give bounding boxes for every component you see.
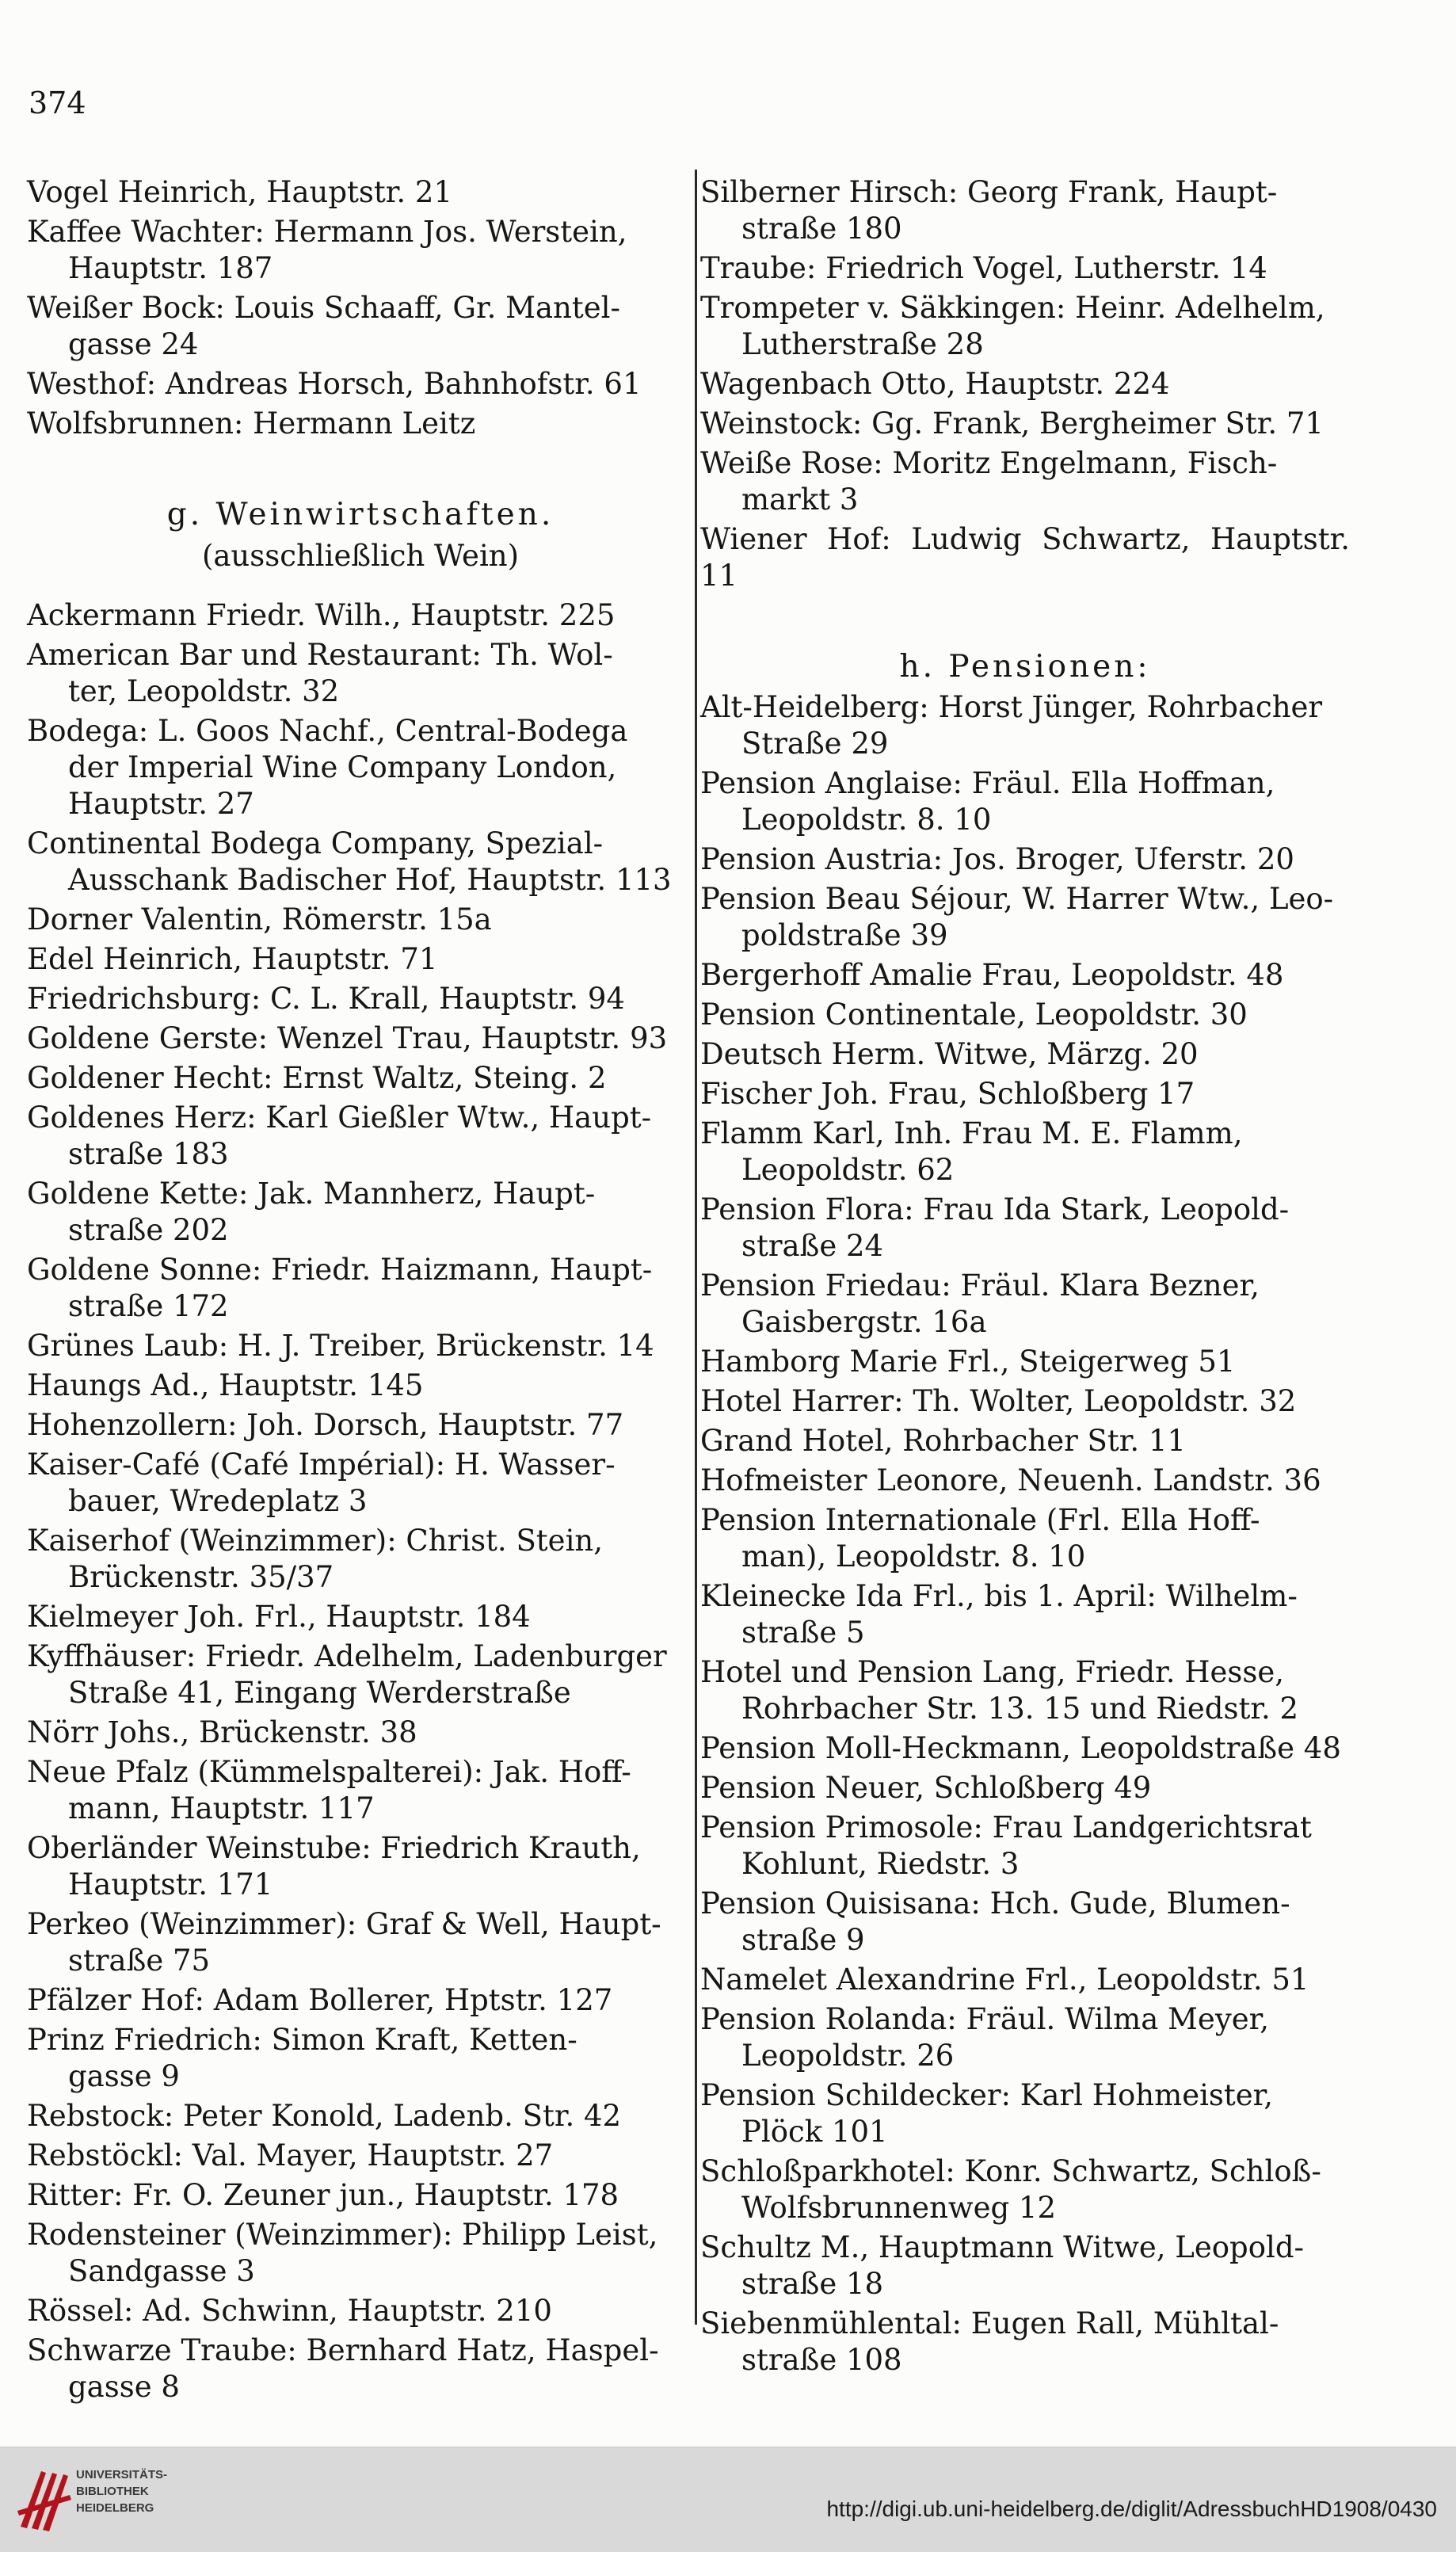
entry-line: Pension Internationale (Frl. Ella Hoff-: [700, 1503, 1260, 1537]
directory-entry: [27, 1407, 694, 1444]
entry-line: Westhof: Andreas Horsch, Bahnhofstr. 61: [27, 367, 642, 401]
entry-continuation-line: straße 108: [741, 2343, 902, 2377]
logo-line: HEIDELBERG: [76, 2501, 154, 2515]
directory-entry: [27, 1020, 694, 1057]
entry-line: Kaiser-Café (Café Impérial): H. Wasser-: [27, 1448, 616, 1482]
entry-line: Schloßparkhotel: Konr. Schwartz, Schloß-: [700, 2154, 1321, 2188]
directory-entry: [700, 250, 1350, 287]
directory-entry: [27, 2217, 694, 2290]
entry-line: Weinstock: Gg. Frank, Bergheimer Str. 71: [700, 406, 1324, 441]
entry-line: Grand Hotel, Rohrbacher Str. 11: [700, 1424, 1186, 1458]
directory-entry: [27, 1328, 694, 1364]
entry-line: Weiße Rose: Moritz Engelmann, Fisch-: [700, 446, 1278, 480]
entry-line: Wolfsbrunnen: Hermann Leitz: [27, 406, 476, 441]
entry-continuation-line: Hauptstr. 27: [68, 787, 254, 821]
entry-continuation-line: Straße 29: [741, 727, 889, 761]
entry-list-pensionen: [700, 689, 1350, 2378]
directory-entry: [700, 765, 1350, 838]
directory-entry: [27, 902, 694, 938]
entry-continuation-line: straße 75: [68, 1944, 211, 1978]
entry-line: Edel Heinrich, Hauptstr. 71: [27, 942, 438, 976]
entry-list-weinwirtschaften-cont: [700, 174, 1350, 594]
directory-entry: [27, 2177, 694, 2214]
entry-line: Alt-Heidelberg: Horst Jünger, Rohrbacher: [700, 690, 1323, 724]
entry-line: Goldene Sonne: Friedr. Haizmann, Haupt-: [27, 1253, 653, 1287]
directory-entry: [700, 1962, 1350, 1998]
entry-line: Ritter: Fr. O. Zeuner jun., Hauptstr. 178: [27, 2178, 619, 2212]
entry-continuation-line: Hauptstr. 171: [68, 1867, 273, 1902]
entry-continuation-line: Leopoldstr. 26: [741, 2039, 955, 2073]
entry-continuation-line: straße 172: [68, 1289, 229, 1323]
entry-line: Flamm Karl, Inh. Frau M. E. Flamm,: [700, 1116, 1243, 1150]
directory-entry: [27, 826, 694, 898]
entry-continuation-line: Hauptstr. 187: [68, 251, 273, 285]
entry-line: Pension Austria: Jos. Broger, Uferstr. 20: [700, 842, 1294, 876]
entry-line: Prinz Friedrich: Simon Kraft, Ketten-: [27, 2023, 577, 2057]
logo-line: UNIVERSITÄTS-: [76, 2468, 168, 2481]
directory-entry: [700, 2001, 1350, 2074]
entry-continuation-line: Gaisbergstr. 16a: [741, 1305, 987, 1339]
directory-entry: [700, 1770, 1350, 1806]
entry-line: Kleinecke Ida Frl., bis 1. April: Wilhelm-: [700, 1579, 1298, 1613]
column-divider: [695, 170, 697, 2325]
entry-line: Schultz M., Hauptmann Witwe, Leopold-: [700, 2230, 1305, 2264]
directory-entry: [700, 521, 1350, 594]
entry-line: Rodensteiner (Weinzimmer): Philipp Leist,: [27, 2218, 658, 2252]
entry-continuation-line: Rohrbacher Str. 13. 15 und Riedstr. 2: [741, 1692, 1299, 1726]
entry-line: Wagenbach Otto, Hauptstr. 224: [700, 367, 1170, 401]
directory-entry: [27, 2138, 694, 2174]
directory-entry: [700, 2077, 1350, 2150]
entry-line: Kielmeyer Joh. Frl., Hauptstr. 184: [27, 1600, 531, 1634]
directory-entry: [27, 1638, 694, 1711]
entry-line: Oberländer Weinstube: Friedrich Krauth,: [27, 1831, 641, 1865]
directory-entry: [27, 2098, 694, 2134]
entry-line: Dorner Valentin, Römerstr. 15a: [27, 902, 492, 936]
entry-line: Pension Primosole: Frau Landgerichtsrat: [700, 1810, 1312, 1844]
entry-line: Continental Bodega Company, Spezial-: [27, 826, 604, 860]
entry-line: Friedrichsburg: C. L. Krall, Hauptstr. 94: [27, 982, 625, 1016]
directory-entry: [700, 2153, 1350, 2226]
entry-line: Traube: Friedrich Vogel, Lutherstr. 14: [700, 251, 1267, 285]
entry-line: Pension Schildecker: Karl Hohmeister,: [700, 2078, 1274, 2112]
entry-continuation-line: gasse 9: [68, 2059, 180, 2093]
entry-line: Silberner Hirsch: Georg Frank, Haupt-: [700, 175, 1278, 209]
entry-continuation-line: Straße 41, Eingang Werderstraße: [68, 1676, 571, 1710]
directory-entry: [700, 1886, 1350, 1959]
entry-line: Bergerhoff Amalie Frau, Leopoldstr. 48: [700, 958, 1284, 992]
directory-entry: [700, 1116, 1350, 1188]
directory-entry: [700, 1423, 1350, 1459]
directory-entry: [27, 290, 694, 363]
entry-line: Wiener Hof: Ludwig Schwartz, Hauptstr. 11: [700, 522, 1350, 593]
entry-line: Pension Quisisana: Hch. Gude, Blumen-: [700, 1886, 1290, 1921]
directory-entry: [700, 1810, 1350, 1883]
directory-entry: [27, 1100, 694, 1173]
entry-line: Kaffee Wachter: Hermann Jos. Werstein,: [27, 215, 627, 249]
entry-line: American Bar und Restaurant: Th. Wol-: [27, 638, 613, 672]
directory-entry: [700, 290, 1350, 363]
entry-line: Pension Beau Séjour, W. Harrer Wtw., Leo-: [700, 882, 1334, 916]
directory-entry: [27, 713, 694, 822]
entry-line: Goldene Gerste: Wenzel Trau, Hauptstr. 93: [27, 1021, 668, 1055]
directory-entry: [700, 957, 1350, 994]
directory-entry: [700, 1344, 1350, 1380]
entry-continuation-line: bauer, Wredeplatz 3: [68, 1484, 368, 1518]
entry-continuation-line: straße 5: [741, 1616, 865, 1650]
entry-line: Deutsch Herm. Witwe, Märzg. 20: [700, 1037, 1199, 1071]
directory-entry: [27, 1715, 694, 1751]
directory-entry: [27, 1523, 694, 1596]
directory-entry: [27, 1830, 694, 1903]
entry-line: Ackermann Friedr. Wilh., Hauptstr. 225: [27, 598, 616, 632]
entry-line: Rebstock: Peter Konold, Ladenb. Str. 42: [27, 2099, 622, 2133]
entry-line: Pension Rolanda: Fräul. Wilma Meyer,: [700, 2002, 1269, 2036]
entry-continuation-line: straße 18: [741, 2267, 884, 2301]
directory-entry: [700, 1383, 1350, 1420]
entry-continuation-line: Leopoldstr. 62: [741, 1153, 955, 1187]
entry-line: Schwarze Traube: Bernhard Hatz, Haspel-: [27, 2333, 659, 2367]
left-column: [27, 174, 694, 2409]
entry-continuation-line: Brückenstr. 35/37: [68, 1560, 334, 1594]
entry-line: Fischer Joh. Frau, Schloßberg 17: [700, 1077, 1195, 1111]
directory-entry: [27, 214, 694, 287]
entry-line: Goldene Kette: Jak. Mannherz, Haupt-: [27, 1177, 596, 1211]
directory-entry: [700, 445, 1350, 518]
entry-continuation-line: ter, Leopoldstr. 32: [68, 674, 340, 708]
entry-continuation-line: man), Leopoldstr. 8. 10: [741, 1539, 1086, 1574]
entry-line: Kaiserhof (Weinzimmer): Christ. Stein,: [27, 1524, 603, 1558]
entry-line: Hamborg Marie Frl., Steigerweg 51: [700, 1345, 1236, 1379]
directory-entry: [27, 941, 694, 978]
section-heading-weinwirtschaften: g. Weinwirtschaften.: [166, 497, 555, 532]
logo-line: BIBLIOTHEK: [76, 2485, 149, 2498]
directory-entry: [27, 174, 694, 211]
entry-line: Neue Pfalz (Kümmelspalterei): Jak. Hoff-: [27, 1755, 631, 1789]
entry-line: Weißer Bock: Louis Schaaff, Gr. Mantel-: [27, 291, 620, 325]
entry-line: Pension Friedau: Fräul. Klara Bezner,: [700, 1268, 1260, 1303]
library-name: [76, 2466, 167, 2516]
directory-entry: [27, 637, 694, 710]
directory-entry: [27, 1368, 694, 1404]
entry-line: Bodega: L. Goos Nachf., Central-Bodega: [27, 714, 628, 748]
entry-continuation-line: markt 3: [741, 483, 859, 517]
directory-entry: [700, 1192, 1350, 1265]
entry-line: Trompeter v. Säkkingen: Heinr. Adelhelm,: [700, 291, 1325, 325]
directory-entry: [700, 2306, 1350, 2378]
directory-entry: [700, 406, 1350, 442]
entry-continuation-line: Wolfsbrunnenweg 12: [741, 2191, 1056, 2225]
entry-line: Grünes Laub: H. J. Treiber, Brückenstr. 14: [27, 1329, 654, 1363]
directory-entry: [27, 1252, 694, 1325]
entry-continuation-line: Leopoldstr. 8. 10: [741, 803, 992, 837]
entry-line: Kyffhäuser: Friedr. Adelhelm, Ladenburger: [27, 1639, 667, 1673]
directory-entry: [27, 406, 694, 442]
directory-entry: [700, 1654, 1350, 1727]
entry-line: Namelet Alexandrine Frl., Leopoldstr. 51: [700, 1963, 1309, 1997]
entry-continuation-line: Sandgasse 3: [68, 2254, 255, 2288]
entry-line: Vogel Heinrich, Hauptstr. 21: [27, 175, 452, 209]
entry-line: Pfälzer Hof: Adam Bollerer, Hptstr. 127: [27, 1983, 613, 2017]
entry-continuation-line: straße 9: [741, 1923, 865, 1957]
directory-entry: [700, 1036, 1350, 1073]
directory-entry: [700, 1502, 1350, 1575]
viewer-footer: [0, 2447, 1456, 2552]
directory-entry: [700, 1730, 1350, 1767]
permalink-url[interactable]: http://digi.ub.uni-heidelberg.de/diglit/AdressbuchHD1908/0430: [826, 2497, 1437, 2521]
directory-entry: [700, 841, 1350, 878]
directory-entry: [27, 1176, 694, 1249]
directory-entry: [27, 597, 694, 634]
entry-continuation-line: Plöck 101: [741, 2115, 888, 2149]
page-number: 374: [29, 86, 86, 120]
directory-entry: [27, 366, 694, 402]
entry-line: Pension Continentale, Leopoldstr. 30: [700, 998, 1248, 1032]
directory-entry: [700, 1076, 1350, 1112]
directory-entry: [27, 2293, 694, 2329]
entry-continuation-line: straße 180: [741, 212, 902, 246]
directory-entry: [700, 174, 1350, 247]
entry-continuation-line: Kohlunt, Riedstr. 3: [741, 1847, 1020, 1881]
section-subheading: (ausschließlich Wein): [201, 539, 520, 573]
entry-continuation-line: gasse 24: [68, 327, 199, 361]
entry-continuation-line: straße 24: [741, 1229, 884, 1263]
entry-line: Pension Neuer, Schloßberg 49: [700, 1771, 1152, 1805]
directory-entry: [27, 1060, 694, 1097]
directory-entry: [700, 2230, 1350, 2302]
entry-line: Hofmeister Leonore, Neuenh. Landstr. 36: [700, 1463, 1321, 1497]
entry-line: Goldenes Herz: Karl Gießler Wtw., Haupt-: [27, 1101, 652, 1135]
entry-continuation-line: gasse 8: [68, 2370, 180, 2404]
entry-line: Nörr Johs., Brückenstr. 38: [27, 1715, 417, 1749]
directory-entry: [700, 1463, 1350, 1499]
entry-line: Hohenzollern: Joh. Dorsch, Hauptstr. 77: [27, 1408, 624, 1442]
directory-entry: [27, 1754, 694, 1827]
directory-entry: [700, 997, 1350, 1033]
entry-line: Goldener Hecht: Ernst Waltz, Steing. 2: [27, 1061, 607, 1095]
directory-entry: [27, 1906, 694, 1979]
entry-continuation-line: poldstraße 39: [741, 918, 948, 952]
entry-line: Rössel: Ad. Schwinn, Hauptstr. 210: [27, 2294, 552, 2328]
directory-entry: [700, 689, 1350, 762]
entry-continuation-line: mann, Hauptstr. 117: [68, 1791, 375, 1825]
entry-list-weinwirtschaften: [27, 597, 694, 2405]
entry-line: Siebenmühlental: Eugen Rall, Mühltal-: [700, 2306, 1279, 2340]
entry-line: Haungs Ad., Hauptstr. 145: [27, 1368, 424, 1402]
directory-entry: [700, 366, 1350, 402]
entry-line: Hotel Harrer: Th. Wolter, Leopoldstr. 32: [700, 1384, 1297, 1418]
directory-entry: [700, 1268, 1350, 1341]
entry-line: Hotel und Pension Lang, Friedr. Hesse,: [700, 1655, 1285, 1689]
entry-line: Perkeo (Weinzimmer): Graf & Well, Haupt-: [27, 1907, 661, 1941]
entry-line: Pension Anglaise: Fräul. Ella Hoffman,: [700, 766, 1275, 800]
directory-entry: [700, 881, 1350, 954]
directory-entry: [27, 1599, 694, 1635]
directory-entry: [27, 2022, 694, 2095]
entry-line: Rebstöckl: Val. Mayer, Hauptstr. 27: [27, 2138, 554, 2172]
section-heading-pensionen: h. Pensionen:: [899, 649, 1151, 685]
entry-continuation-line: Ausschank Badischer Hof, Hauptstr. 113: [68, 863, 672, 897]
entry-continuation-line: der Imperial Wine Company London,: [68, 750, 617, 784]
right-column: [700, 174, 1350, 2382]
entry-list-restaurants: [27, 174, 694, 442]
entry-continuation-line: straße 183: [68, 1137, 229, 1171]
directory-entry: [27, 981, 694, 1017]
directory-entry: [27, 2333, 694, 2405]
entry-continuation-line: Lutherstraße 28: [741, 327, 984, 361]
entry-line: Pension Moll-Heckmann, Leopoldstraße 48: [700, 1731, 1341, 1765]
directory-entry: [27, 1982, 694, 2019]
entry-continuation-line: straße 202: [68, 1213, 229, 1247]
entry-line: Pension Flora: Frau Ida Stark, Leopold-: [700, 1192, 1290, 1226]
directory-entry: [700, 1578, 1350, 1651]
directory-entry: [27, 1447, 694, 1520]
